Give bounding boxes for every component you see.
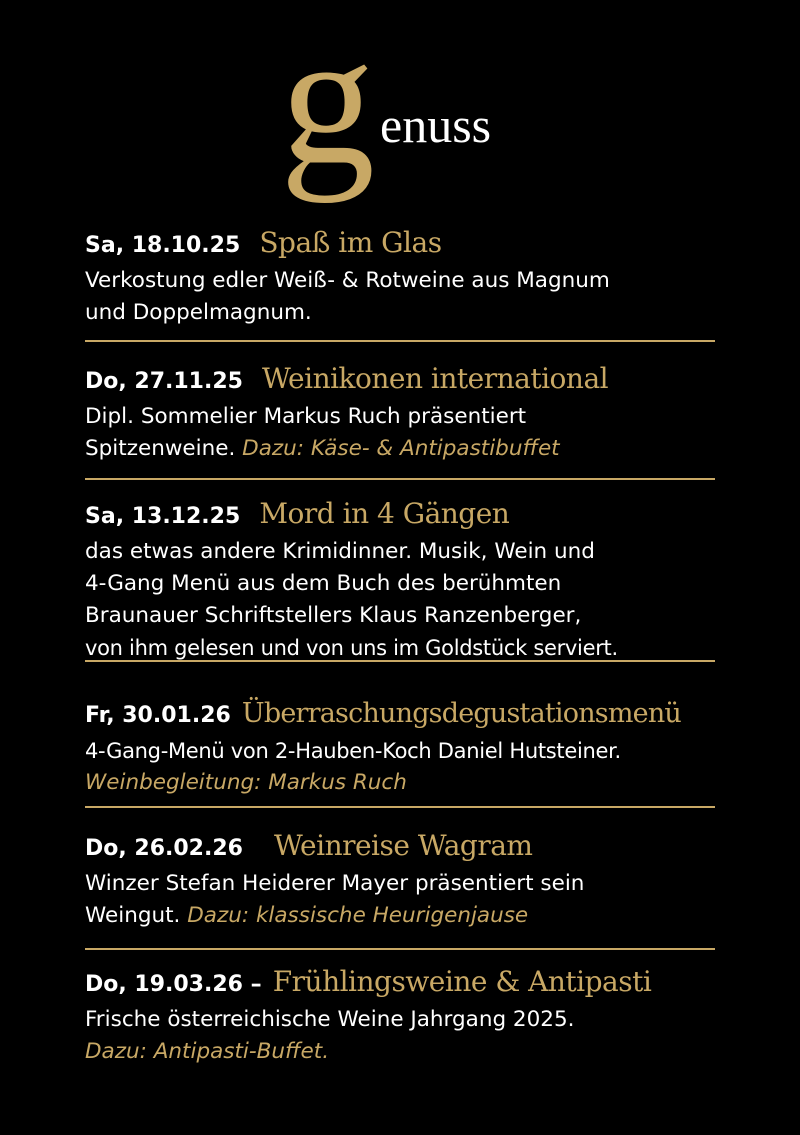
divider [85, 806, 715, 808]
event-description [85, 265, 725, 329]
event-accent: Dazu: Käse- & Antipastibuffet [242, 436, 560, 461]
event-date: Do, 26.02.26 [85, 836, 243, 861]
event-description [85, 401, 725, 465]
event-accent: Dazu: klassische Heurigenjause [187, 903, 529, 928]
divider [85, 478, 715, 480]
event-date: Sa, 18.10.25 [85, 233, 241, 258]
divider [85, 660, 715, 662]
event-description [85, 1004, 725, 1068]
divider [85, 340, 715, 342]
event-6 [85, 965, 725, 1068]
event-3 [85, 497, 725, 664]
description-line: das etwas andere Krimidinner. Musik, Wein und [85, 539, 595, 564]
event-description [85, 735, 725, 799]
event-accent: Weinbegleitung: Markus Ruch [85, 770, 407, 795]
event-description [85, 536, 725, 664]
event-1 [85, 226, 725, 329]
event-title: Frühlingsweine & Antipasti [272, 965, 652, 998]
description-line: von ihm gelesen und von uns im Goldstück serviert. [85, 636, 618, 660]
description-line: Verkostung edler Weiß- & Rotweine aus Magnum [85, 268, 610, 293]
description-line: 4-Gang-Menü von 2-Hauben-Koch Daniel Hutsteiner. [85, 739, 621, 763]
event-date: Do, 19.03.26 – [85, 972, 262, 997]
description-line: und Doppelmagnum. [85, 300, 312, 325]
event-title: Spaß im Glas [259, 226, 442, 259]
event-date: Sa, 13.12.25 [85, 504, 241, 529]
event-4 [85, 700, 725, 799]
event-date: Fr, 30.01.26 [85, 703, 231, 728]
description-line: 4-Gang Menü aus dem Buch des berühmten [85, 571, 562, 596]
event-title: Weinikonen international [262, 362, 609, 395]
divider [85, 948, 715, 950]
event-title: Weinreise Wagram [274, 829, 533, 862]
description-line: Braunauer Schriftstellers Klaus Ranzenberger, [85, 603, 582, 628]
event-accent: Dazu: Antipasti-Buffet. [85, 1039, 330, 1064]
description-line: Dipl. Sommelier Markus Ruch präsentiert [85, 404, 527, 429]
event-2 [85, 362, 725, 465]
event-title: Überraschungsdegustationsmenü [241, 698, 682, 729]
event-title: Mord in 4 Gängen [259, 497, 510, 530]
event-5 [85, 829, 725, 932]
logo-wordmark: enuss [380, 97, 492, 153]
event-date: Do, 27.11.25 [85, 369, 243, 394]
description-line: Spitzenweine. Dazu: Käse- & Antipastibuffet [85, 436, 560, 461]
description-line: Frische österreichische Weine Jahrgang 2025. [85, 1007, 575, 1032]
description-line: Weingut. Dazu: klassische Heurigenjause [85, 903, 529, 928]
logo-initial: g [280, 0, 375, 204]
genuss-logo [280, 0, 520, 208]
event-description [85, 868, 725, 932]
description-line: Winzer Stefan Heiderer Mayer präsentiert sein [85, 871, 585, 896]
